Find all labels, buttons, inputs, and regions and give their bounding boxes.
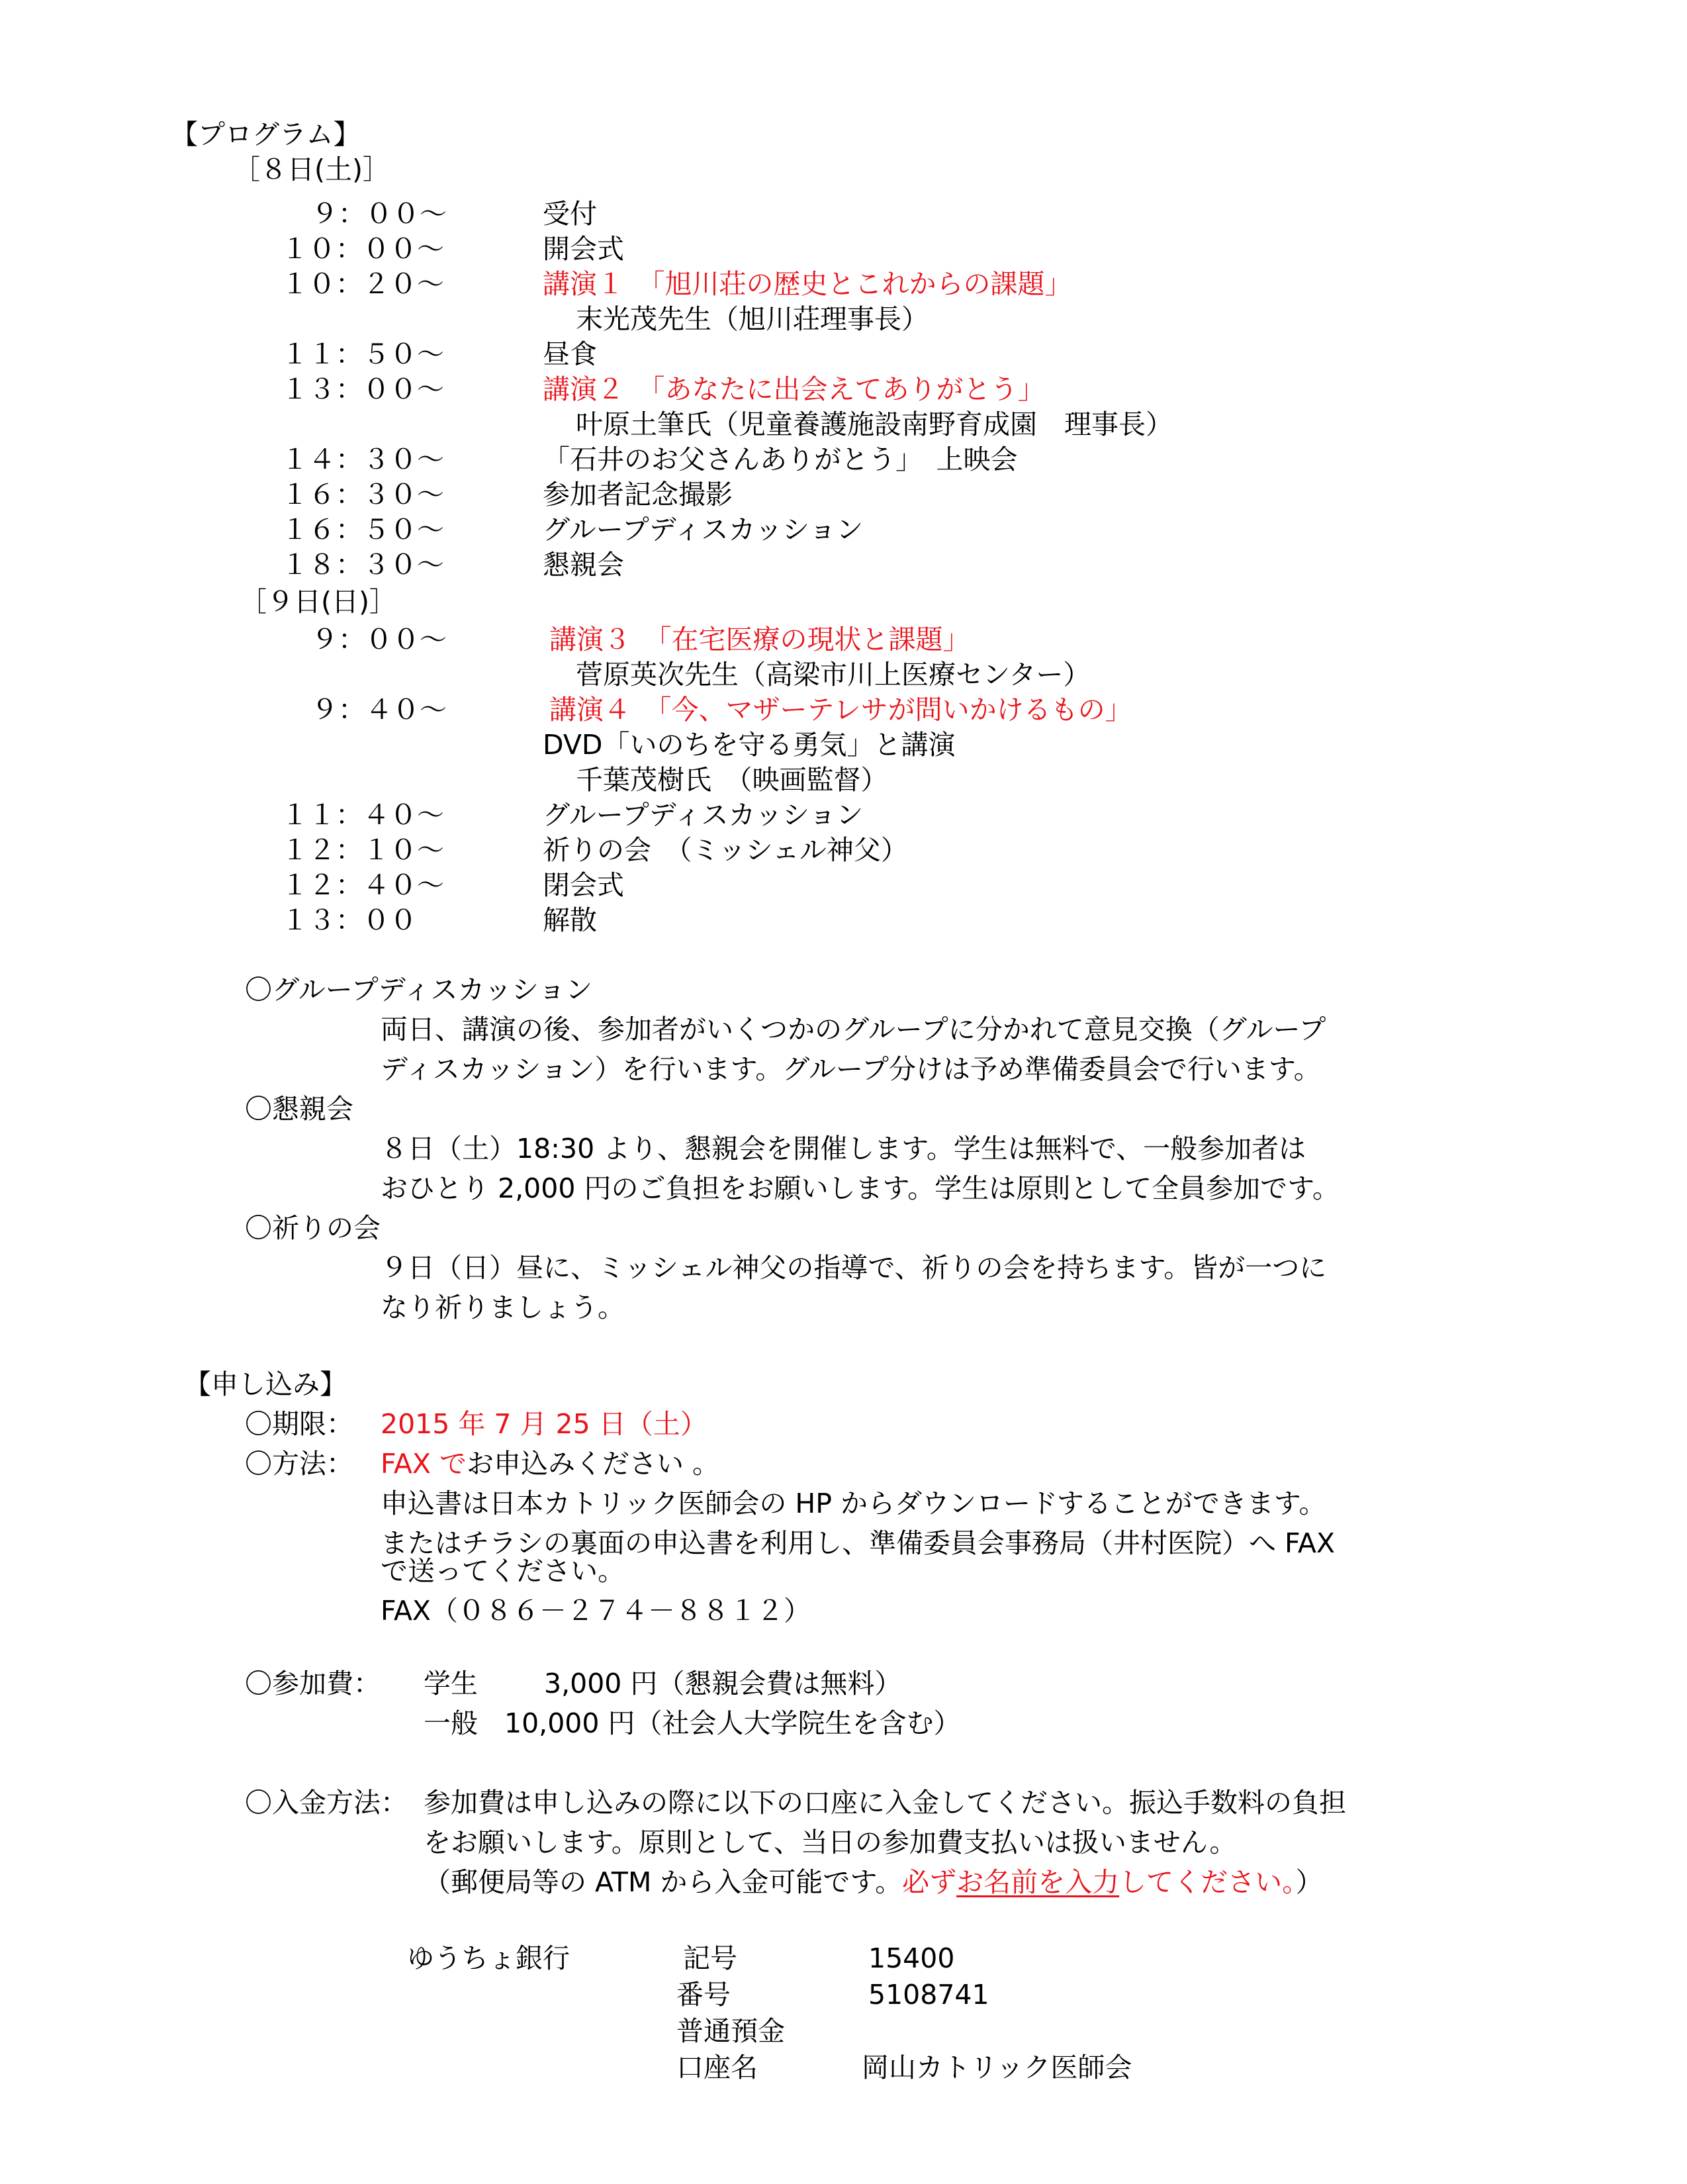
party-title: 〇懇親会: [245, 1093, 353, 1125]
time: １１：４０～: [281, 799, 444, 831]
party-line: おひとり 2,000 円のご負担をお願いします。学生は原則として全員参加です。: [381, 1172, 1340, 1204]
schedule-item: グループディスカッション: [543, 514, 864, 546]
day2-label: ［９日(日)］: [240, 586, 396, 618]
payment-line-3-please: してください。: [1119, 1866, 1296, 1898]
bank-number-label: 番号: [676, 1979, 731, 2011]
fee-student-value: 3,000 円（懇親会費は無料）: [544, 1668, 902, 1699]
time: ９：００～: [311, 624, 447, 655]
payment-line: 参加費は申し込みの際に以下の口座に入金してください。振込手数料の負担: [424, 1787, 1346, 1819]
payment-line-3-must: 必ず: [902, 1866, 957, 1898]
party-line: ８日（土）18:30 より、懇親会を開催します。学生は無料で、一般参加者は: [381, 1133, 1306, 1164]
program-heading: 【プログラム】: [171, 119, 361, 150]
schedule-item: 懇親会: [543, 549, 624, 581]
application-heading: 【申し込み】: [184, 1368, 347, 1400]
lecture-1-speaker: 末光茂先生（旭川荘理事長）: [576, 303, 929, 335]
schedule-item: 祈りの会 （ミッシェル神父）: [543, 834, 908, 866]
lecture-4-dvd: DVD「いのちを守る勇気」と講演: [543, 729, 956, 761]
method-line: 申込書は日本カトリック医師会の HP からダウンロードすることができます。: [381, 1488, 1326, 1519]
schedule-item: 昼食: [543, 338, 597, 370]
bank-holder-label: 口座名: [676, 2052, 758, 2083]
deadline-label: 〇期限：: [245, 1408, 353, 1440]
deadline-value: 2015 年 7 月 25 日（土）: [381, 1408, 707, 1440]
time: １０：００～: [281, 233, 444, 265]
bank-symbol-value: 15400: [868, 1942, 955, 1974]
bank-account-type: 普通預金: [676, 2015, 785, 2047]
time: １１：５０～: [281, 338, 444, 370]
discussion-title: 〇グループディスカッション: [245, 974, 593, 1006]
time: ９：４０～: [311, 694, 447, 726]
prayer-line: ９日（日）昼に、ミッシェル神父の指導で、祈りの会を持ちます。皆が一つに: [381, 1252, 1327, 1284]
payment-line-3: [424, 1867, 1323, 1898]
schedule-item: 閉会式: [543, 869, 624, 901]
payment-label: 〇入金方法：: [245, 1787, 408, 1819]
payment-line-3-name: お名前を入力: [956, 1866, 1120, 1898]
lecture-2-speaker: 叶原土筆氏（児童養護施設南野育成園 理事長）: [576, 408, 1173, 440]
method-line: で送ってください。: [381, 1555, 625, 1587]
fee-general-value: 10,000 円（社会人大学院生を含む）: [504, 1707, 961, 1739]
schedule-item: 参加者記念撮影: [543, 479, 733, 510]
lecture-3-speaker: 菅原英次先生（高梁市川上医療センター）: [576, 659, 1091, 690]
time: １０：２０～: [281, 268, 444, 300]
method-line: またはチラシの裏面の申込書を利用し、準備委員会事務局（井村医院）へ FAX: [381, 1527, 1335, 1559]
time: １３：００: [281, 904, 417, 936]
payment-line-3-close: ）: [1295, 1866, 1323, 1898]
time: １２：１０～: [281, 834, 444, 866]
schedule-item: 受付: [543, 198, 597, 230]
discussion-line: ディスカッション）を行います。グループ分けは予め準備委員会で行います。: [381, 1053, 1321, 1085]
method-text: [381, 1448, 719, 1480]
time: １６：３０～: [281, 479, 444, 510]
payment-line: をお願いします。原則として、当日の参加費支払いは扱いません。: [424, 1827, 1237, 1858]
prayer-title: 〇祈りの会: [245, 1212, 381, 1244]
time: １３：００～: [281, 373, 444, 405]
schedule-item: 「石井のお父さんありがとう」 上映会: [543, 444, 1018, 475]
method-fax: FAX で: [381, 1448, 467, 1480]
bank-number-value: 5108741: [868, 1979, 989, 2011]
time: ９：００～: [311, 198, 447, 230]
bank-holder-value: 岡山カトリック医師会: [862, 2052, 1132, 2083]
schedule-item: グループディスカッション: [543, 799, 864, 831]
payment-line-3-a: （郵便局等の ATM から入金可能です。: [424, 1866, 903, 1898]
lecture-3-title: 講演３ 「在宅医療の現状と課題」: [549, 624, 970, 655]
schedule-item: 解散: [543, 904, 597, 936]
lecture-4-speaker: 千葉茂樹氏 （映画監督）: [576, 764, 888, 796]
day1-label: ［８日(土)］: [233, 154, 390, 185]
fax-number: FAX（０８６－２７４－８８１２）: [381, 1595, 811, 1627]
time: １８：３０～: [281, 549, 444, 581]
schedule-item: 開会式: [543, 233, 624, 265]
fee-label: 〇参加費：: [245, 1668, 381, 1699]
method-rest: お申込みください 。: [467, 1448, 720, 1480]
prayer-line: なり祈りましょう。: [381, 1292, 625, 1323]
fee-student-label: 学生: [424, 1668, 478, 1699]
time: １６：５０～: [281, 514, 444, 546]
bank-symbol-label: 記号: [683, 1942, 737, 1974]
lecture-1-title: 講演１ 「旭川荘の歴史とこれからの課題」: [543, 268, 1072, 300]
lecture-4-title: 講演４ 「今、マザーテレサが問いかけるもの」: [549, 694, 1132, 726]
fee-general-label: 一般: [424, 1707, 478, 1739]
time: １２：４０～: [281, 869, 444, 901]
time: １４：３０～: [281, 444, 444, 475]
bank-name: ゆうちょ銀行: [407, 1942, 570, 1974]
discussion-line: 両日、講演の後、参加者がいくつかのグループに分かれて意見交換（グループ: [381, 1014, 1326, 1045]
method-label: 〇方法：: [245, 1448, 353, 1480]
lecture-2-title: 講演２ 「あなたに出会えてありがとう」: [543, 373, 1045, 405]
